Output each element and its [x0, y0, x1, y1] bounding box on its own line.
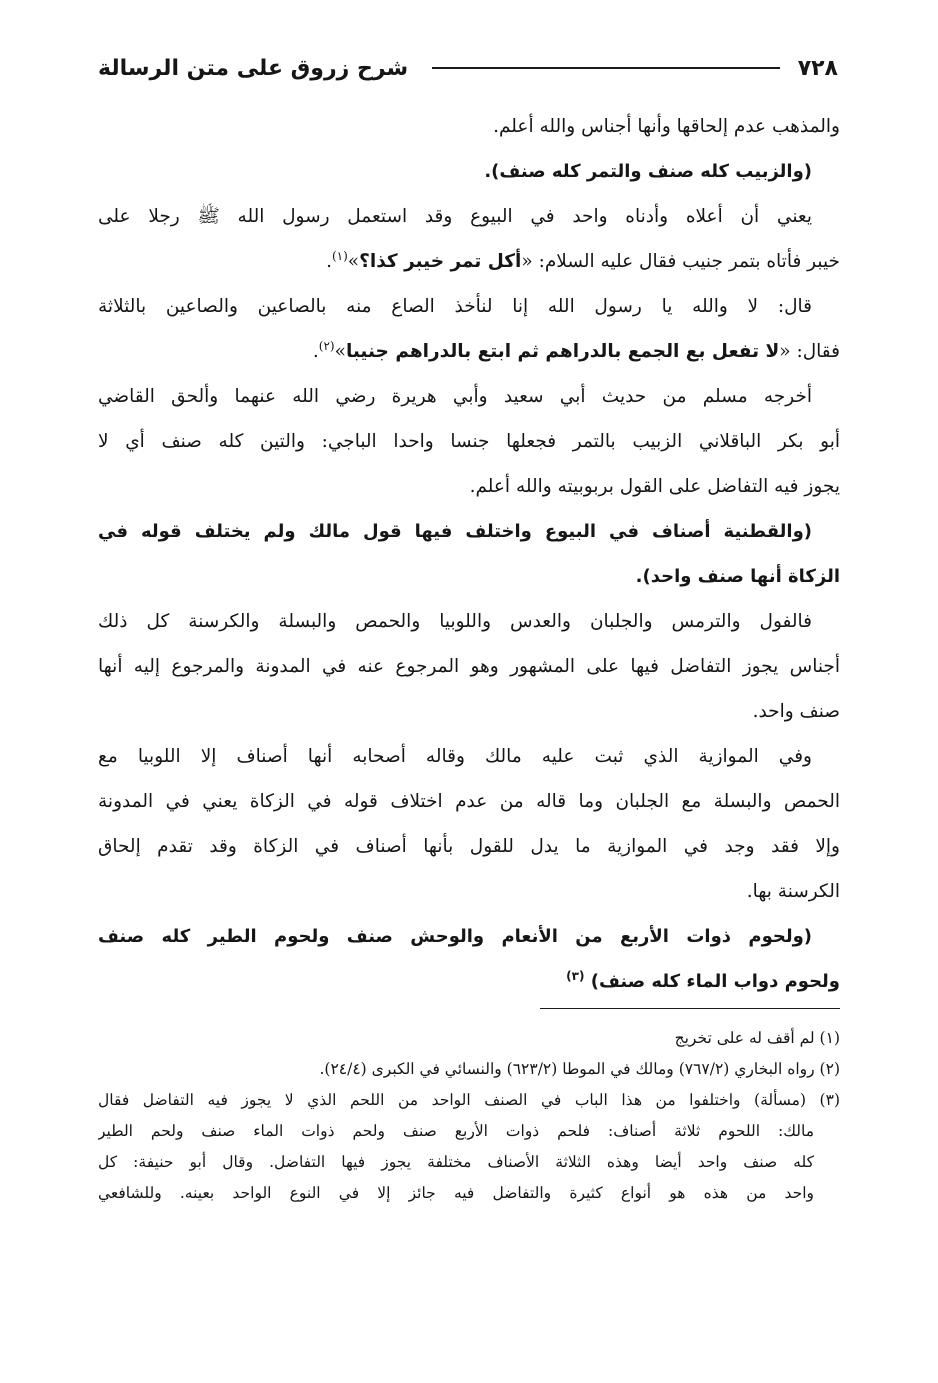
- footnote-3-continuation: كله صنف واحد أيضا وهذه الثلاثة الأصناف مختلفة يجوز فيها التفاضل. وقال أبو حنيفة: كل: [98, 1153, 814, 1171]
- footnotes: [98, 1023, 840, 1209]
- text-segment: خيبر فأتاه بتمر جنيب فقال عليه السلام: «: [521, 251, 840, 272]
- footnote-3: (٣) (مسألة) واختلفوا من هذا الباب في الصنف الواحد من اللحم الذي لا يجوز فيه التفاضل فقال: [98, 1091, 840, 1109]
- footnote-marker: (١): [331, 248, 348, 263]
- hadith-quote: أكل تمر خيبر كذا؟: [359, 251, 522, 272]
- hadith-quote: لا تفعل بع الجمع بالدراهم ثم ابتع بالدراهم جنيبا: [345, 341, 780, 362]
- footnote-3-continuation: واحد من هذه هو أنواع كثيرة والتفاضل فيه جائز إلا في النوع الواحد بعينه. وللشافعي: [98, 1184, 814, 1202]
- text-line: قال: لا والله يا رسول الله إنا لنأخذ الصاع منه بالصاعين والصاعين بالثلاثة: [98, 296, 812, 317]
- text-line: والمذهب عدم إلحاقها وأنها أجناس والله أعلم.: [493, 116, 840, 137]
- footnote-3-continuation: مالك: اللحوم ثلاثة أصناف: فلحم ذوات الأربع صنف ولحم ذوات الماء صنف ولحم الطير: [98, 1122, 814, 1140]
- footnote-separator: [540, 1008, 840, 1009]
- text-line: فالفول والترمس والجلبان والعدس واللوبيا والحمص والبسلة والكرسنة كل ذلك: [98, 611, 812, 632]
- book-page: [98, 48, 840, 1368]
- text-line: وفي الموازية الذي ثبت عليه مالك وقاله أصحابه أنها أصناف إلا اللوبيا مع: [98, 746, 812, 767]
- main-text: [98, 104, 840, 1004]
- book-title: شرح زروق على متن الرسالة: [98, 55, 409, 81]
- footnote-marker: (٣): [566, 969, 585, 983]
- text-line: [98, 239, 840, 284]
- header-rule: [432, 67, 780, 69]
- text-line: يعني أن أعلاه وأدناه واحد في البيوع وقد استعمل رسول الله ﷺ رجلا على: [98, 206, 812, 227]
- period: .: [326, 251, 332, 272]
- text-line: يجوز فيه التفاضل على القول بربوبيته والله أعلم.: [469, 476, 840, 497]
- text-line: الكرسنة بها.: [746, 881, 840, 902]
- text-line: أبو بكر الباقلاني الزبيب بالتمر فجعلها جنسا واحدا الباجي: والتين كله صنف أي لا: [98, 431, 840, 452]
- text-line: أجناس يجوز التفاضل فيها على المشهور وهو المرجوع عنه في المدونة والمرجوع إليه أنها: [98, 656, 840, 677]
- matn-line: الزكاة أنها صنف واحد).: [635, 566, 840, 587]
- footnote-marker: (٢): [318, 338, 335, 353]
- matn-line: (والقطنية أصناف في البيوع واختلف فيها قول مالك ولم يختلف قوله في: [98, 521, 812, 542]
- period: .: [312, 341, 319, 362]
- text-segment: ولحوم دواب الماء كله صنف): [590, 971, 840, 992]
- matn-line: (ولحوم ذوات الأربع من الأنعام والوحش صنف ولحوم الطير كله صنف: [98, 926, 812, 947]
- quote-close: »: [334, 341, 346, 362]
- text-line: وإلا فقد وجد في الموازية ما يدل للقول بأنها أصناف في الزكاة وقد تقدم إلحاق: [98, 836, 840, 857]
- quote-close: »: [347, 251, 360, 272]
- text-line: أخرجه مسلم من حديث أبي سعيد وأبي هريرة رضي الله عنهما وألحق القاضي: [98, 386, 812, 407]
- page-number: ٧٢٨: [797, 55, 838, 81]
- text-line: [98, 329, 840, 374]
- text-line: الحمص والبسلة مع الجلبان وما قاله من عدم اختلاف قوله في الزكاة يعني في المدونة: [98, 791, 840, 812]
- footnote-1: (١) لم أقف له على تخريج: [674, 1029, 840, 1047]
- text-line: صنف واحد.: [752, 701, 840, 722]
- matn-line: [98, 959, 840, 1004]
- footnote-2: (٢) رواه البخاري (٧٦٧/٢) ومالك في الموطا (٦٢٣/٢) والنسائي في الكبرى (٢٤/٤).: [319, 1060, 840, 1078]
- matn-line: (والزبيب كله صنف والتمر كله صنف).: [484, 161, 812, 182]
- text-segment: فقال: «: [779, 341, 840, 362]
- running-header: [98, 48, 840, 88]
